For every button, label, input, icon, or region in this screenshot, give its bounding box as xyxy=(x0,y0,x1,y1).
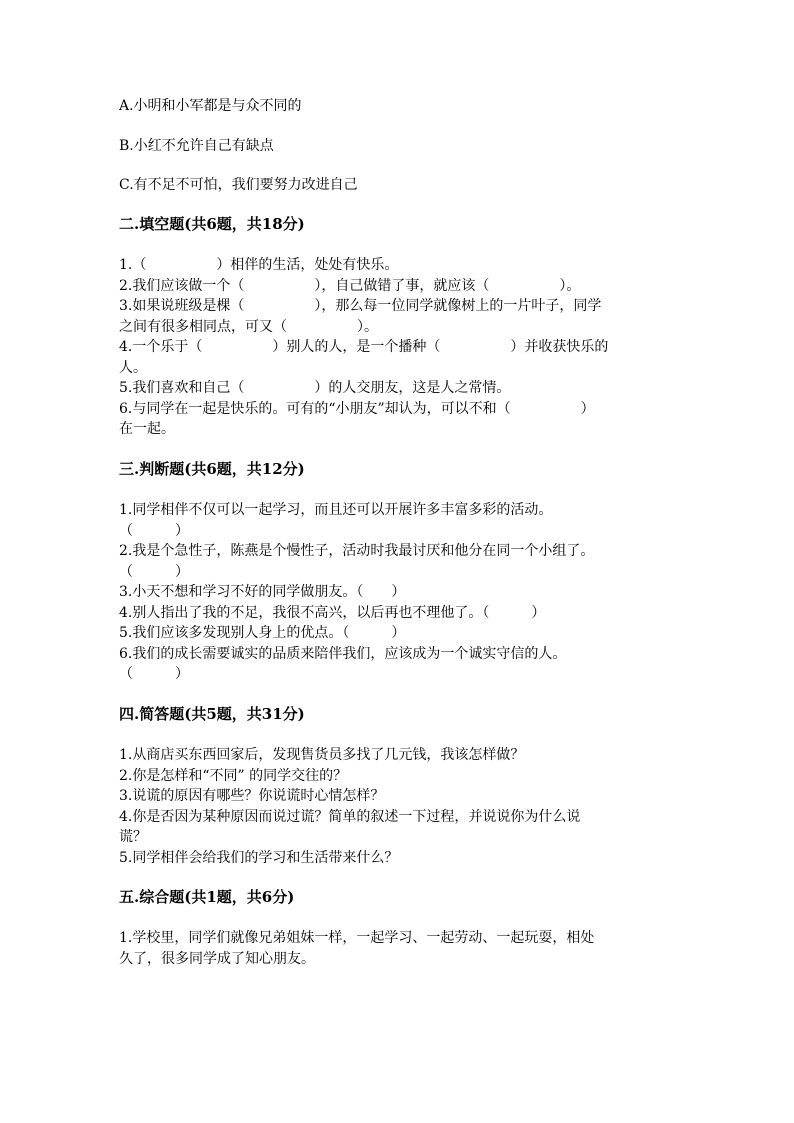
section-fill-blank-body xyxy=(119,255,679,440)
section-short-answer-heading: 四.简答题(共5题，共31分) xyxy=(119,705,305,723)
fill-blank-line: 6.与同学在一起是快乐的。可有的“小朋友”却认为，可以不和（ ） xyxy=(119,400,595,417)
fill-blank-line: 4.一个乐于（ ）别人的人，是一个播种（ ）并收获快乐的 xyxy=(119,339,609,355)
fill-blank-line: 人。 xyxy=(119,359,147,376)
comprehensive-line: 1.学校里，同学们就像兄弟姐妹一样，一起学习、一起劳动、一起玩耍，相处 xyxy=(119,930,595,946)
fill-blank-line: 在一起。 xyxy=(119,421,175,437)
option-a: A.小明和小军都是与众不同的 xyxy=(119,98,302,114)
short-answer-line: 5.同学相伴会给我们的学习和生活带来什么？ xyxy=(119,849,399,866)
section-comprehensive-body xyxy=(119,928,679,969)
judgement-line: 1.同学相伴不仅可以一起学习，而且还可以开展许多丰富多彩的活动。 xyxy=(119,502,553,518)
fill-blank-line: 3.如果说班级是棵（ ），那么每一位同学就像树上的一片叶子，同学 xyxy=(119,298,602,314)
fill-blank-line: 1.（ ）相伴的生活，处处有快乐。 xyxy=(119,257,399,273)
section-comprehensive-heading: 五.综合题(共1题，共6分) xyxy=(119,888,295,906)
short-answer-line: 谎？ xyxy=(119,829,147,845)
short-answer-line: 4.你是否因为某种原因而说过谎？简单的叙述一下过程，并说说你为什么说 xyxy=(119,808,581,825)
short-answer-line: 1.从商店买东西回家后，发现售货员多找了几元钱，我该怎样做？ xyxy=(119,747,525,763)
section-fill-blank-heading: 二.填空题(共6题，共18分) xyxy=(119,215,305,233)
judgement-line: （ ） xyxy=(119,666,189,682)
fill-blank-line: 之间有很多相同点，可又（ ）。 xyxy=(119,318,378,335)
judgement-line: 4.别人指出了我的不足，我很不高兴，以后再也不理他了。（ ） xyxy=(119,604,546,621)
fill-blank-line: 2.我们应该做一个（ ），自己做错了事，就应该（ ）。 xyxy=(119,277,581,294)
short-answer-line: 2.你是怎样和“不同” 的同学交往的？ xyxy=(119,767,348,784)
judgement-line: 3.小天不想和学习不好的同学做朋友。（ ） xyxy=(119,584,406,600)
comprehensive-line: 久了，很多同学成了知心朋友。 xyxy=(119,950,315,967)
section-short-answer-body xyxy=(119,745,679,868)
option-b: B.小红不允许自己有缺点 xyxy=(119,138,274,154)
section-judgement-heading: 三.判断题(共6题，共12分) xyxy=(119,460,305,478)
judgement-line: 2.我是个急性子，陈燕是个慢性子，活动时我最讨厌和他分在同一个小组了。 xyxy=(119,543,595,559)
short-answer-line: 3.说谎的原因有哪些？你说谎时心情怎样？ xyxy=(119,788,385,804)
judgement-line: 5.我们应该多发现别人身上的优点。（ ） xyxy=(119,625,406,641)
section-judgement-body xyxy=(119,500,679,685)
option-c: C.有不足不可怕，我们要努力改进自己 xyxy=(119,177,358,193)
judgement-line: （ ） xyxy=(119,563,189,580)
fill-blank-line: 5.我们喜欢和自己（ ）的人交朋友，这是人之常情。 xyxy=(119,380,511,396)
judgement-line: 6.我们的成长需要诚实的品质来陪伴我们，应该成为一个诚实守信的人。 xyxy=(119,645,567,662)
judgement-line: （ ） xyxy=(119,522,189,539)
